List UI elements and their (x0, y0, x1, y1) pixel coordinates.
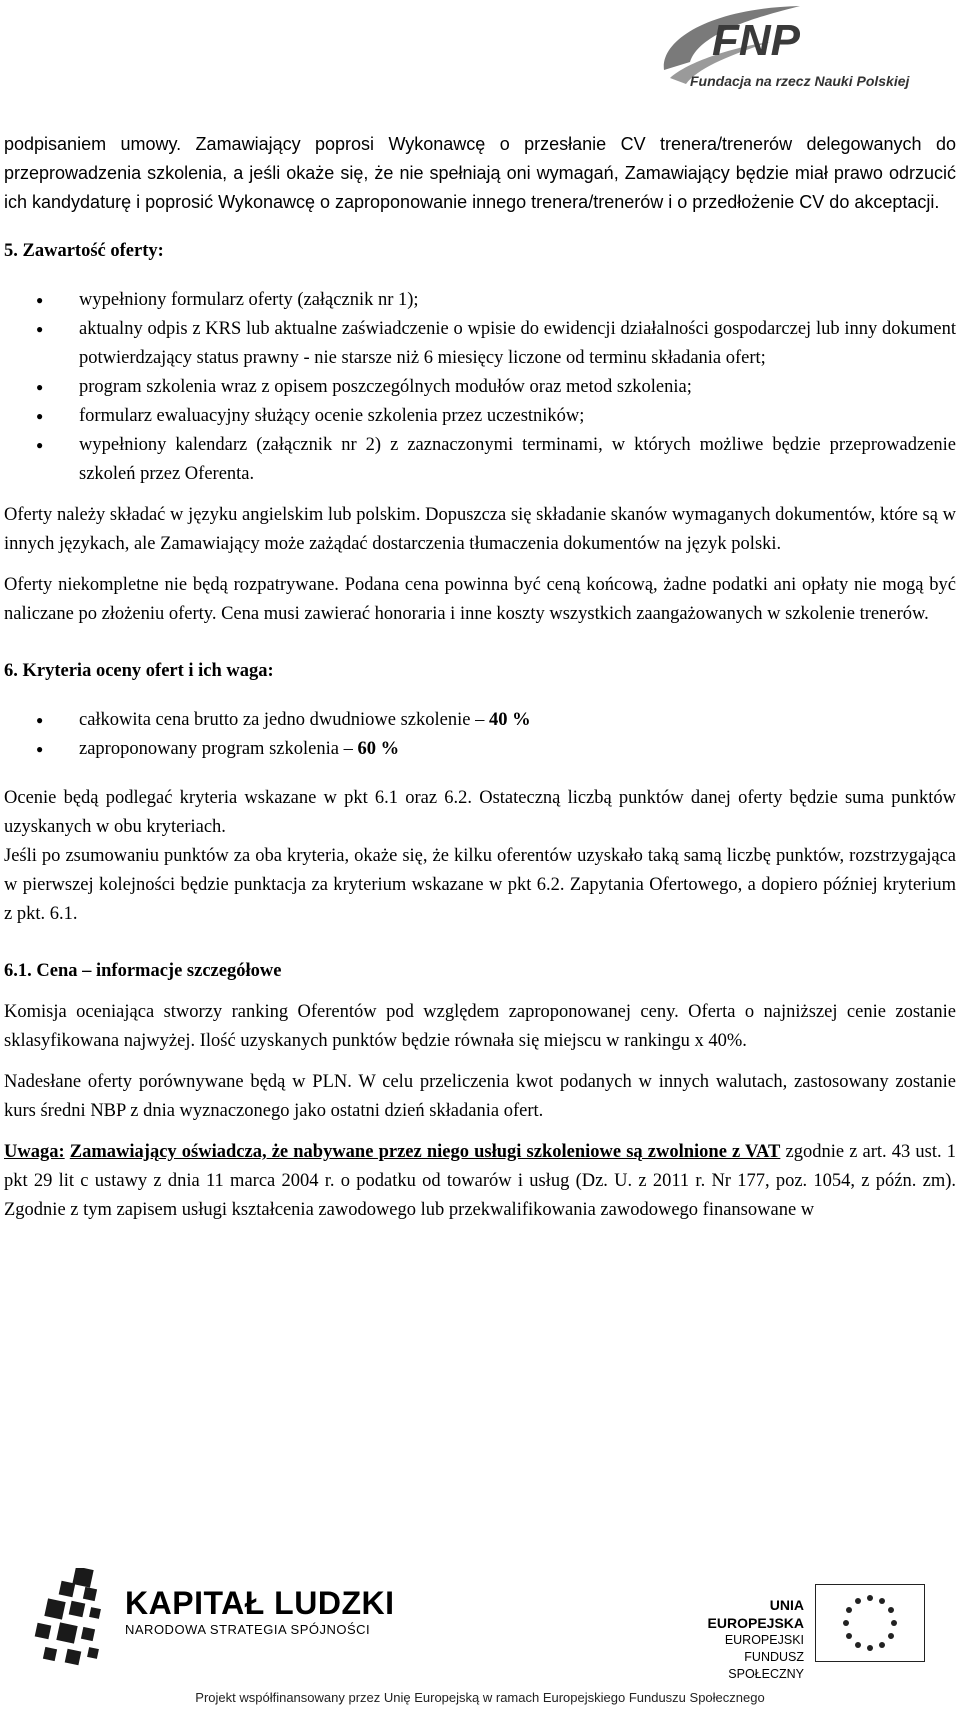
criterion-weight: 40 % (488, 710, 531, 730)
offer-contents-list (4, 286, 956, 489)
eu-logo-text (674, 1596, 804, 1683)
list-item: ● program szkolenia wraz z opisem poszczególnych modułów oraz metod szkolenia; (4, 373, 956, 402)
list-item: ● wypełniony formularz oferty (załącznik nr 1); (4, 286, 956, 315)
criterion-text: zaproponowany program szkolenia – (79, 739, 358, 759)
cofinancing-note: Projekt współfinansowany przez Unię Europejską w ramach Europejskiego Funduszu Społecznego (195, 1690, 765, 1705)
paragraph-cv: podpisaniem umowy. Zamawiający poprosi Wykonawcę o przesłanie CV trenera/trenerów delegowanych do przeprowadzenia szkolenia, a jeśli okaże się, że nie spełniają oni wymagań, Zamawiający będzie miał prawo odrzucić ich kandydaturę i poprosić Wykonawcę o zaproponowanie innego trenera/trenerów i o przedłożenie CV do akceptacji. (4, 134, 956, 212)
paragraph-language: Oferty należy składać w języku angielskim lub polskim. Dopuszcza się składanie skanów wymaganych dokumentów, które są w innych językach, ale Zamawiający może zażądać dostarczenia tłumaczenia dokumentów na język polski. (4, 505, 956, 554)
paragraph-ranking: Komisja oceniająca stworzy ranking Oferentów pod względem zaproponowanej ceny. Oferta o najniższej cenie zostanie sklasyfikowana najwyżej. Ilość uzyskanych punktów będzie równała się miejscu w rankingu x 40%. (4, 1002, 956, 1051)
fnp-logo-text: FNP (712, 16, 800, 65)
list-item (4, 735, 956, 764)
fnp-logo-tagline: Fundacja na rzecz Nauki Polskiej (690, 73, 910, 89)
eu-line-3: FUNDUSZ SPOŁECZNY (728, 1650, 804, 1681)
eu-line-2: EUROPEJSKI (724, 1633, 804, 1647)
paragraph-vat-note (4, 1138, 956, 1225)
criterion-text: całkowita cena brutto za jedno dwudniowe szkolenie – (79, 710, 489, 730)
paragraph-currency: Nadesłane oferty porównywane będą w PLN. W celu przeliczenia kwot podanych w innych walutach, zastosowany zostanie kurs średni NBP z dnia wyznaczonego jako ostatni dzień składania ofert. (4, 1072, 956, 1121)
kl-title: KAPITAŁ LUDZKI (125, 1585, 395, 1621)
kapital-ludzki-emblem-icon (30, 1568, 120, 1678)
list-item: ● formularz ewaluacyjny służący ocenie szkolenia przez uczestników; (4, 402, 956, 431)
list-item (4, 706, 956, 735)
note-label: Uwaga: (4, 1142, 65, 1162)
paragraph-incomplete: Oferty niekompletne nie będą rozpatrywane. Podana cena powinna być ceną końcową, żadne podatki ani opłaty nie mogą być naliczane po złożeniu oferty. Cena musi zawierać honoraria i inne koszty wszystkich zaangażowanych w szkolenie trenerów. (4, 575, 956, 624)
section-5-heading: 5. Zawartość oferty: (4, 241, 164, 261)
note-emphasis: Zamawiający oświadcza, że nabywane przez niego usługi szkoleniowe są zwolnione z VAT (69, 1142, 781, 1162)
section-6-heading: 6. Kryteria oceny ofert i ich waga: (4, 661, 274, 681)
criteria-list (4, 706, 956, 764)
kl-subtitle: NARODOWA STRATEGIA SPÓJNOŚCI (125, 1622, 371, 1637)
list-item: ● wypełniony kalendarz (załącznik nr 2) z zaznaczonymi terminami, w których możliwe będzie przeprowadzenie szkoleń przez Oferenta. (4, 431, 956, 489)
kapital-ludzki-logo (125, 1585, 394, 1639)
document-body (4, 130, 956, 1225)
section-6-1-heading: 6.1. Cena – informacje szczegółowe (4, 961, 282, 981)
criterion-weight: 60 % (357, 739, 400, 759)
list-item: ● aktualny odpis z KRS lub aktualne zaświadczenie o wpisie do ewidencji działalności gospodarczej lub inny dokument potwierdzający status prawny - nie starsze niż 6 miesięcy liczone od terminu składania ofert; (4, 315, 956, 373)
eu-flag-icon (815, 1584, 925, 1662)
paragraph-evaluation: Ocenie będą podlegać kryteria wskazane w pkt 6.1 oraz 6.2. Ostateczną liczbą punktów danej oferty będzie suma punktów uzyskanych w obu kryteriach. (4, 788, 956, 837)
fnp-logo (650, 0, 960, 100)
note-text: zgodnie z art. 43 ust. 1 pkt 29 lit c ustawy z dnia 11 marca 2004 r. o podatku od towarów i usług (Dz. U. z 2011 r. Nr 177, poz. 1054, z późn. zm). Zgodnie z tym zapisem usługi kształcenia zawodowego lub przekwalifikowania zawodowego finansowane w (4, 1142, 957, 1220)
eu-line-1: UNIA EUROPEJSKA (707, 1597, 804, 1631)
paragraph-tiebreak: Jeśli po zsumowaniu punktów za oba kryteria, okaże się, że kilku oferentów uzyskało taką samą liczbę punktów, rozstrzygająca w pierwszej kolejności będzie punktacja za kryterium wskazane w pkt 6.2. Zapytania Ofertowego, a dopiero później kryterium z pkt. 6.1. (4, 846, 956, 924)
